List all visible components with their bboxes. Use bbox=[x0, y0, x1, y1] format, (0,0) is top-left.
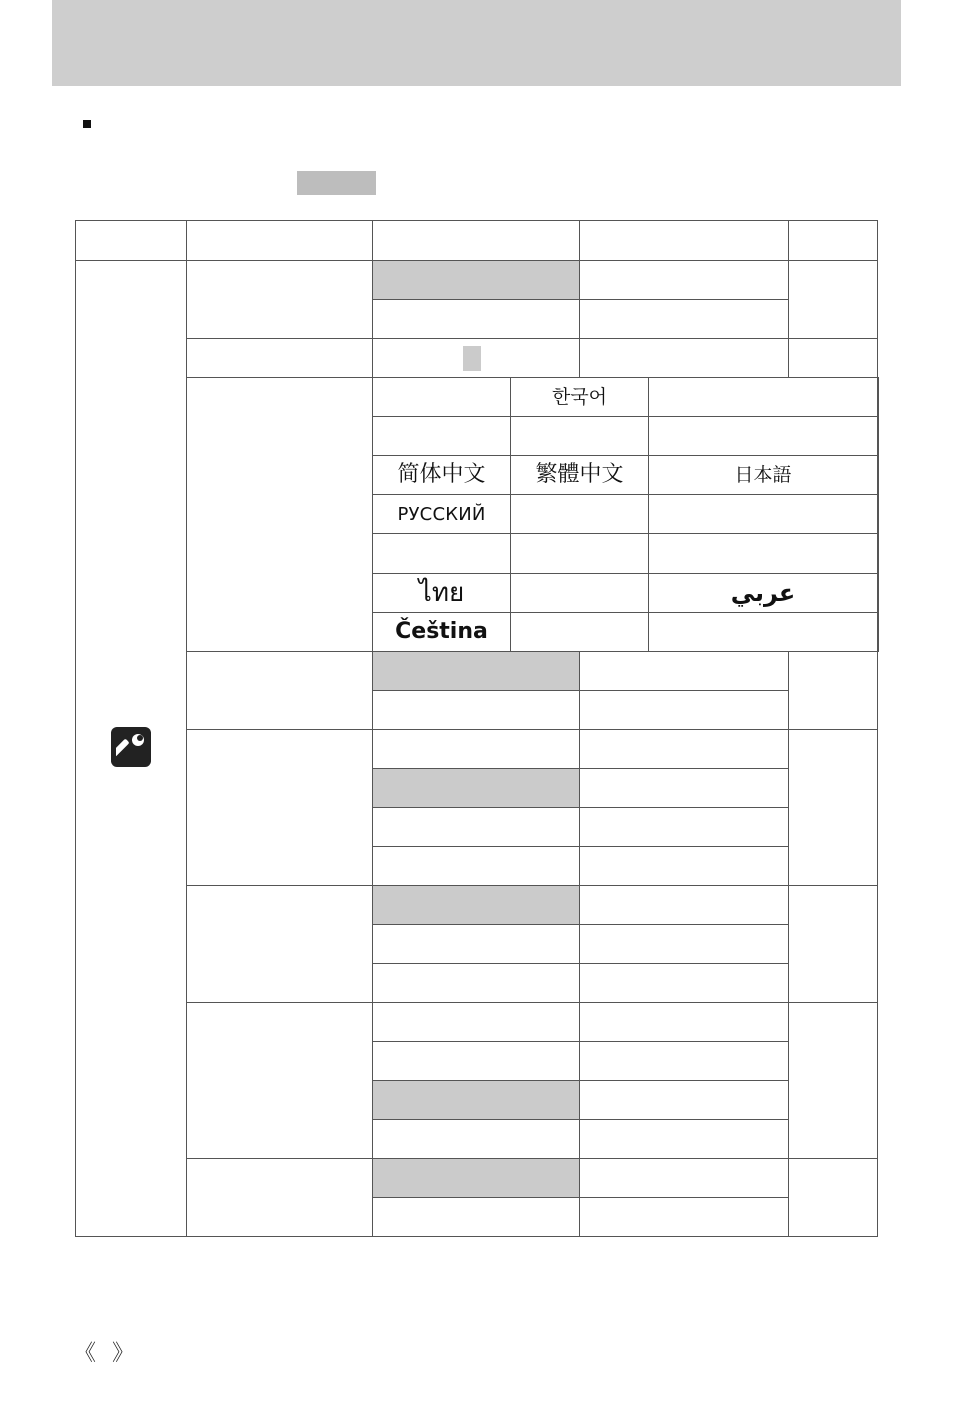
menu-cell bbox=[187, 652, 373, 730]
table-row bbox=[76, 886, 879, 925]
option-cell bbox=[580, 261, 789, 300]
language-cell-thai bbox=[373, 574, 511, 613]
language-cell bbox=[511, 534, 649, 574]
option-cell bbox=[580, 769, 789, 808]
option-cell bbox=[580, 300, 789, 339]
language-cell bbox=[373, 378, 511, 417]
language-simplified-chinese: 简体中文 bbox=[397, 462, 486, 487]
option-cell bbox=[580, 1003, 789, 1042]
language-cell bbox=[649, 534, 878, 574]
language-cell bbox=[511, 417, 649, 456]
language-cell-traditional-chinese bbox=[511, 456, 649, 495]
language-traditional-chinese: 繁體中文 bbox=[535, 462, 624, 487]
option-cell-selected bbox=[373, 886, 580, 925]
language-cell bbox=[373, 534, 511, 574]
page-cell bbox=[878, 378, 879, 652]
language-cell-korean bbox=[511, 378, 649, 417]
page-cell bbox=[789, 886, 878, 1003]
language-cell bbox=[649, 495, 878, 534]
page-cell bbox=[789, 1159, 878, 1237]
option-cell bbox=[373, 730, 580, 769]
header-cell-sub-menu bbox=[373, 221, 580, 261]
option-cell bbox=[580, 808, 789, 847]
highlight-chip bbox=[297, 171, 376, 195]
language-cell bbox=[373, 417, 511, 456]
option-cell bbox=[580, 730, 789, 769]
option-cell bbox=[580, 1198, 789, 1237]
option-cell-selected bbox=[373, 261, 580, 300]
option-cell bbox=[580, 1120, 789, 1159]
table-row bbox=[76, 1159, 879, 1198]
language-cell bbox=[649, 613, 878, 652]
page-cell bbox=[789, 1003, 878, 1159]
language-cell-japanese bbox=[649, 456, 878, 495]
language-thai: ไทย bbox=[418, 578, 465, 608]
menu-cell bbox=[187, 261, 373, 339]
setup-tab-cell bbox=[76, 261, 187, 1237]
table-header-row bbox=[76, 221, 879, 261]
page-cell bbox=[789, 652, 878, 730]
menu-cell bbox=[187, 1003, 373, 1159]
option-cell bbox=[580, 925, 789, 964]
menu-cell bbox=[187, 339, 373, 378]
menu-cell bbox=[187, 730, 373, 886]
option-cell bbox=[373, 964, 580, 1003]
setup-menu-table bbox=[75, 220, 879, 1237]
header-cell-page bbox=[789, 221, 878, 261]
option-cell bbox=[580, 886, 789, 925]
language-cell bbox=[511, 574, 649, 613]
option-cell bbox=[580, 964, 789, 1003]
page-next-icon[interactable]: 》 bbox=[112, 1341, 135, 1366]
header-cell-main-menu bbox=[187, 221, 373, 261]
menu-cell bbox=[187, 1159, 373, 1237]
table-row bbox=[76, 378, 879, 417]
language-russian: РУССКИЙ bbox=[397, 503, 486, 525]
option-cell-selected bbox=[373, 652, 580, 691]
header-cell-menu-tab bbox=[76, 221, 187, 261]
table-row bbox=[76, 261, 879, 300]
option-cell-selected bbox=[373, 769, 580, 808]
language-cell bbox=[511, 613, 649, 652]
option-cell bbox=[373, 1003, 580, 1042]
option-marker bbox=[463, 346, 481, 371]
option-cell bbox=[580, 1042, 789, 1081]
option-cell bbox=[373, 1198, 580, 1237]
table-row bbox=[76, 339, 879, 378]
table-row bbox=[76, 730, 879, 769]
option-cell bbox=[373, 925, 580, 964]
option-cell bbox=[580, 1159, 789, 1198]
page-prev-icon[interactable]: 《 bbox=[74, 1341, 97, 1366]
section-bullet bbox=[83, 120, 91, 128]
option-cell-selected bbox=[373, 1159, 580, 1198]
language-czech: Čeština bbox=[395, 619, 488, 644]
page-header-band bbox=[52, 0, 901, 86]
language-korean: 한국어 bbox=[551, 385, 608, 408]
language-cell-arabic bbox=[649, 574, 878, 613]
language-cell-simplified-chinese bbox=[373, 456, 511, 495]
menu-cell-language bbox=[187, 378, 373, 652]
header-cell-sub-menu-2 bbox=[580, 221, 789, 261]
option-cell bbox=[580, 652, 789, 691]
page-cell bbox=[789, 339, 878, 378]
wrench-icon bbox=[111, 727, 151, 767]
option-cell bbox=[580, 339, 789, 378]
table-row bbox=[76, 652, 879, 691]
language-cell bbox=[649, 378, 878, 417]
language-cell-russian bbox=[373, 495, 511, 534]
page-cell bbox=[789, 261, 878, 339]
option-cell bbox=[373, 1042, 580, 1081]
page-cell bbox=[789, 730, 878, 886]
option-cell bbox=[373, 808, 580, 847]
option-cell bbox=[373, 1120, 580, 1159]
option-cell bbox=[373, 300, 580, 339]
option-cell bbox=[580, 691, 789, 730]
option-cell bbox=[373, 339, 580, 378]
language-arabic: عربي bbox=[730, 579, 796, 607]
option-cell bbox=[580, 847, 789, 886]
language-japanese: 日本語 bbox=[734, 463, 792, 486]
option-cell bbox=[373, 847, 580, 886]
language-cell-czech bbox=[373, 613, 511, 652]
option-cell bbox=[373, 691, 580, 730]
menu-cell bbox=[187, 886, 373, 1003]
table-row bbox=[76, 1003, 879, 1042]
language-cell bbox=[649, 417, 878, 456]
option-cell-selected bbox=[373, 1081, 580, 1120]
language-cell bbox=[511, 495, 649, 534]
option-cell bbox=[580, 1081, 789, 1120]
